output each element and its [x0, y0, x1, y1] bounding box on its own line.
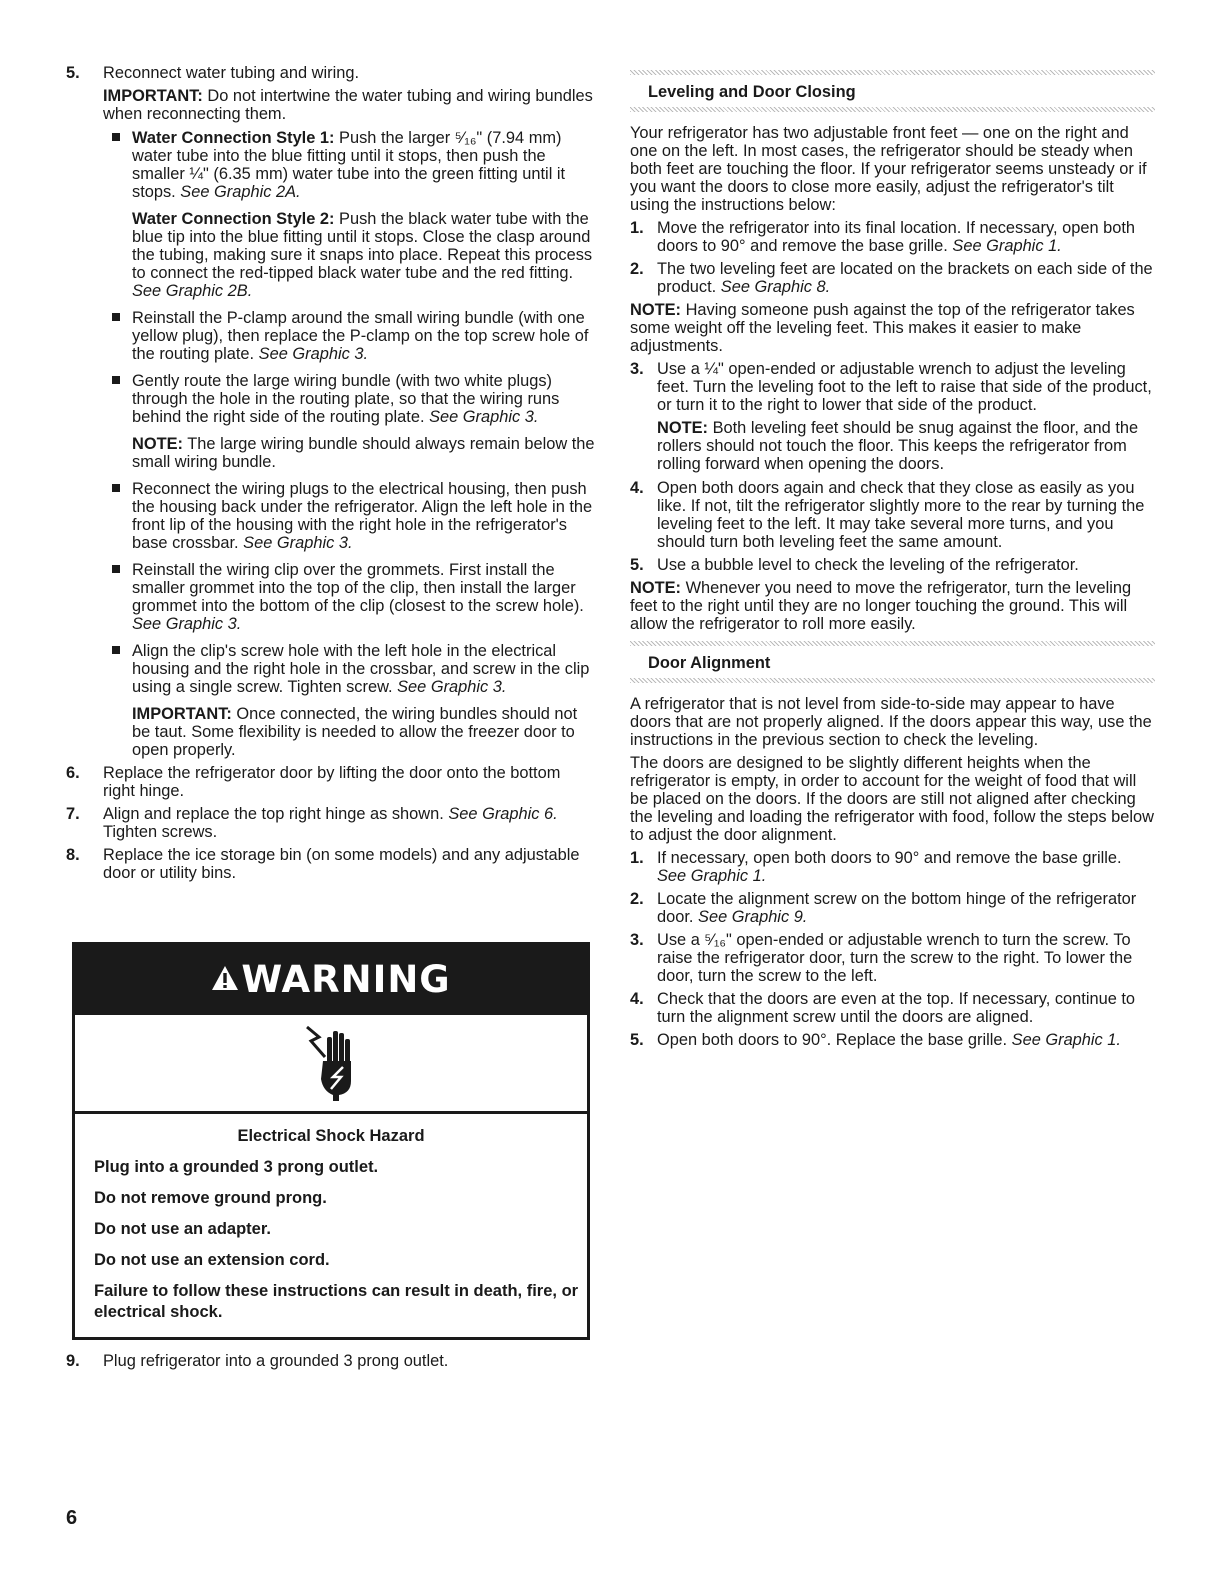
style2-lead: Water Connection Style 2:	[132, 210, 335, 228]
step-text: Use a ¼" open-ended or adjustable wrench to adjust the leveling feet. Turn the leveling foot to the left to raise that side of the product, or turn it to the right to lower that side of the product.	[657, 360, 1152, 414]
graphic-reference: See Graphic 3.	[258, 345, 369, 363]
step-number: 6.	[66, 764, 80, 782]
graphic-reference: See Graphic 8.	[720, 278, 831, 296]
bullet-lead: Water Connection Style 1:	[132, 129, 335, 147]
step-8	[66, 846, 596, 882]
note-text: Having someone push against the top of the refrigerator takes some weight off the leveling feet. This makes it easier to make adjustments.	[630, 301, 1135, 355]
leveling-step-1	[630, 219, 1155, 255]
bullet-text: Align the clip's screw hole with the left hole in the electrical housing and the right hole in the crossbar, and screw in the clip using a single screw. Tighten screw.	[132, 642, 590, 696]
section-heading: Door Alignment	[648, 654, 771, 672]
bullet-marker	[112, 565, 120, 573]
leveling-intro: Your refrigerator has two adjustable front feet — one on the right and one on the left. In most cases, the refrigerator should be steady when both feet are touching the floor. If your refrigerator seems unsteady or if you want the doors to close more easily, adjust the refrigerator's tilt using the instructions below:	[630, 124, 1147, 214]
graphic-reference: See Graphic 9.	[698, 908, 808, 926]
graphic-reference: See Graphic 3.	[132, 615, 242, 633]
door-step-5	[630, 1031, 1155, 1049]
step-number: 4.	[630, 479, 644, 497]
warning-line: Do not remove ground prong.	[94, 1189, 327, 1207]
note-label: NOTE:	[657, 419, 708, 437]
step-number: 1.	[630, 849, 644, 867]
step-6	[66, 764, 596, 800]
leveling-step-3	[630, 360, 1155, 414]
step-number: 5.	[630, 1031, 644, 1049]
section-rule	[630, 678, 1155, 683]
leveling-step-5	[630, 556, 1155, 574]
bullet-marker	[112, 313, 120, 321]
bullet-marker	[112, 484, 120, 492]
step-number: 3.	[630, 360, 644, 378]
warning-banner	[75, 945, 587, 1015]
step-text-2: Tighten screws.	[103, 823, 218, 841]
important-text: Do not intertwine the water tubing and wiring bundles when reconnecting them.	[103, 87, 593, 123]
step-text: Open both doors again and check that they close as easily as you like. If not, tilt the refrigerator slightly more to the rear by turning the leveling feet to the left. It may take several more turns, and you should turn both leveling feet the same amount.	[657, 479, 1145, 551]
bullet-item	[66, 561, 596, 633]
graphic-reference: See Graphic 3.	[243, 534, 353, 552]
step-text: Replace the ice storage bin (on some models) and any adjustable door or utility bins.	[103, 846, 580, 882]
step-text: Use a bubble level to check the leveling of the refrigerator.	[657, 556, 1079, 574]
step-9	[66, 1352, 633, 1370]
door-paragraph-2: The doors are designed to be slightly different heights when the refrigerator is empty, in order to account for the weight of food that will be placed on the doors. If the doors are still not aligned after checking the leveling and loading the refrigerator with food, follow the steps below to adjust the door alignment.	[630, 754, 1154, 844]
door-step-1	[630, 849, 1155, 885]
warning-title: WARNING	[241, 958, 451, 1001]
important-note	[66, 87, 596, 123]
step-text: Use a ⁵⁄₁₆" open-ended or adjustable wrench to turn the screw. To raise the refrigerator door, turn the screw to the right. To lower the door, turn the screw to the left.	[657, 931, 1133, 985]
door-paragraph-1: A refrigerator that is not level from side-to-side may appear to have doors that are not properly aligned. If the doors appear this way, use the instructions in the previous section to check the leveling.	[630, 695, 1152, 749]
water-connection-style-2	[66, 210, 596, 300]
graphic-reference: See Graphic 2B.	[132, 282, 253, 300]
graphic-reference: See Graphic 6.	[448, 805, 558, 823]
bullet-text: Reconnect the wiring plugs to the electrical housing, then push the housing back under the refrigerator. Align the left hole in the front lip of the housing with the right hole in the refrigerator's base crossbar.	[132, 480, 593, 552]
warning-triangle-icon	[211, 944, 239, 1014]
warning-line: Do not use an extension cord.	[94, 1251, 330, 1269]
step-number: 2.	[630, 890, 644, 908]
step-number: 9.	[66, 1352, 80, 1370]
step-text: Reconnect water tubing and wiring.	[103, 64, 360, 82]
note-label: NOTE:	[630, 579, 681, 597]
step-text: Replace the refrigerator door by lifting the door onto the bottom right hinge.	[103, 764, 561, 800]
shock-hazard-icon-area	[75, 1015, 587, 1114]
step-text: Locate the alignment screw on the bottom hinge of the refrigerator door.	[657, 890, 1137, 926]
note-text: Whenever you need to move the refrigerator, turn the leveling feet to the right until they are no longer touching the ground. This will allow the refrigerator to roll more easily.	[630, 579, 1132, 633]
step-text: The two leveling feet are located on the brackets on each side of the product.	[657, 260, 1153, 296]
note-label: NOTE:	[132, 435, 183, 453]
door-step-4	[630, 990, 1155, 1026]
note	[630, 579, 1155, 633]
left-column	[66, 64, 596, 887]
important-label: IMPORTANT:	[103, 87, 203, 105]
step-text: Move the refrigerator into its final location. If necessary, open both doors to 90° and remove the base grille.	[657, 219, 1136, 255]
door-step-2	[630, 890, 1155, 926]
graphic-reference: See Graphic 1.	[657, 867, 767, 885]
door-step-3	[630, 931, 1155, 985]
step-text: Check that the doors are even at the top. If necessary, continue to turn the alignment screw until the doors are aligned.	[657, 990, 1136, 1026]
bullet-item	[66, 642, 596, 696]
bullet-marker	[112, 646, 120, 654]
note	[630, 419, 1155, 473]
step-number: 8.	[66, 846, 80, 864]
step-text: Plug refrigerator into a grounded 3 prong outlet.	[103, 1352, 449, 1370]
graphic-reference: See Graphic 1.	[952, 237, 1062, 255]
style2-text: Push the black water tube with the blue tip into the blue fitting until it stops. Close the clasp around the tubing, making sure it snaps into place. Repeat this process to connect the red-tipped black water tube and the red fitting.	[132, 210, 593, 282]
bullet-item	[66, 129, 596, 201]
bullet-item	[66, 309, 596, 363]
step-number: 5.	[66, 64, 80, 82]
step-5	[66, 64, 596, 82]
step-number: 5.	[630, 556, 644, 574]
important-label: IMPORTANT:	[132, 705, 232, 723]
graphic-reference: See Graphic 2A.	[180, 183, 301, 201]
step-number: 2.	[630, 260, 644, 278]
bullet-text: Reinstall the P-clamp around the small wiring bundle (with one yellow plug), then replace the P-clamp on the top screw hole of the routing plate.	[132, 309, 589, 363]
note-text: The large wiring bundle should always remain below the small wiring bundle.	[132, 435, 595, 471]
bullet-item	[66, 480, 596, 552]
step-7	[66, 805, 596, 841]
step-number: 4.	[630, 990, 644, 1008]
bullet-text: Push the larger ⁵⁄₁₆" (7.94 mm) water tube into the blue fitting until it stops, then push the smaller ¼" (6.35 mm) water tube into the green fitting until it stops.	[132, 129, 566, 201]
step-text: Open both doors to 90°. Replace the base grille.	[657, 1031, 1008, 1049]
warning-text	[75, 1114, 587, 1323]
bullet-marker	[112, 376, 120, 384]
right-column	[630, 70, 1155, 1054]
bullet-marker	[112, 133, 120, 141]
important-note	[66, 705, 596, 759]
note-label: NOTE:	[630, 301, 681, 319]
hazard-title: Electrical Shock Hazard	[237, 1127, 425, 1145]
leveling-step-4	[630, 479, 1155, 551]
section-rule	[630, 107, 1155, 112]
warning-box	[72, 942, 590, 1340]
step-number: 7.	[66, 805, 80, 823]
graphic-reference: See Graphic 1.	[1011, 1031, 1121, 1049]
bullet-text: Gently route the large wiring bundle (with two white plugs) through the hole in the routing plate, so that the wiring runs behind the right side of the routing plate.	[132, 372, 560, 426]
section-heading: Leveling and Door Closing	[648, 83, 856, 101]
bullet-text: Reinstall the wiring clip over the grommets. First install the smaller grommet into the top of the clip, then install the larger grommet into the bottom of the clip (closest to the screw hole).	[132, 561, 584, 615]
warning-line: Failure to follow these instructions can result in death, fire, or electrical shock.	[94, 1282, 579, 1321]
note	[630, 301, 1155, 355]
warning-line: Do not use an adapter.	[94, 1220, 271, 1238]
graphic-reference: See Graphic 3.	[397, 678, 507, 696]
warning-line: Plug into a grounded 3 prong outlet.	[94, 1158, 379, 1176]
step-number: 3.	[630, 931, 644, 949]
page-number: 6	[66, 1507, 78, 1529]
graphic-reference: See Graphic 3.	[429, 408, 539, 426]
step-text: If necessary, open both doors to 90° and remove the base grille.	[657, 849, 1122, 867]
step-text: Align and replace the top right hinge as shown.	[103, 805, 444, 823]
leveling-step-2	[630, 260, 1155, 296]
step-number: 1.	[630, 219, 644, 237]
bullet-item	[66, 372, 596, 426]
note-text: Both leveling feet should be snug against the floor, and the rollers should not touch the floor. This keeps the refrigerator from rolling forward when opening the doors.	[657, 419, 1139, 473]
important-text: Once connected, the wiring bundles should not be taut. Some flexibility is needed to allow the freezer door to open properly.	[132, 705, 578, 759]
electric-shock-hand-icon	[303, 1023, 363, 1103]
note	[66, 435, 596, 471]
